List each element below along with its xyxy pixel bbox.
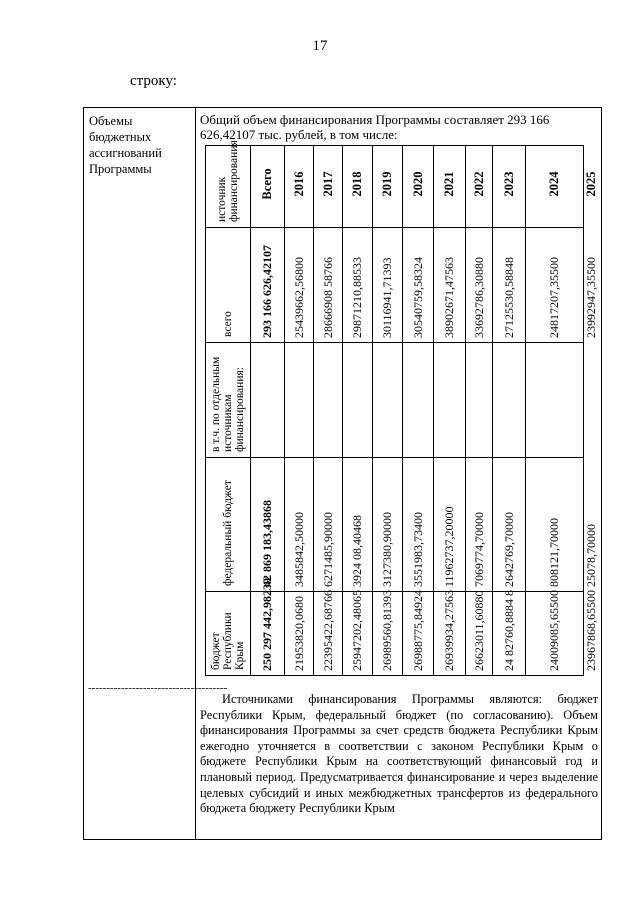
grid-vline: [284, 145, 285, 675]
grid-hline: [205, 675, 584, 676]
header-cell: бюджет Республики Крым: [210, 612, 246, 670]
value-cell: 22395422,68766: [320, 590, 335, 671]
page-number: 17: [312, 38, 328, 54]
value-cell: 3485842,50000: [291, 512, 306, 587]
value-cell: 29871210,88533: [350, 257, 364, 338]
value-cell: [494, 343, 524, 456]
year-cell: 2017: [320, 171, 335, 197]
value-cell: [374, 343, 401, 456]
intro-text: строку:: [130, 73, 177, 89]
value-cell: 6271485,90000: [320, 512, 335, 587]
grid-vline: [433, 145, 434, 675]
year-cell: Всего: [260, 168, 274, 200]
year-cell: 2020: [410, 171, 425, 197]
year-cell: 2021: [442, 171, 456, 197]
value-cell: 11962737,20000: [442, 506, 456, 587]
value-cell: 24 82760,8884 8: [501, 590, 516, 671]
year-cell: 2019: [380, 171, 394, 197]
value-cell: 293 166 626,42107: [260, 245, 274, 338]
grid-vline: [372, 145, 373, 675]
grid-vline: [525, 145, 526, 675]
header-cell: всего: [222, 311, 234, 337]
header-cell: источник финансирования: [216, 140, 240, 222]
value-cell: 2642769,70000: [501, 512, 516, 587]
year-cell: 2018: [350, 171, 364, 197]
grid-vline: [492, 145, 493, 675]
year-cell: 2023: [501, 171, 516, 197]
passport-table: [83, 107, 602, 840]
financing-heading: Общий объем финансирования Программы составляет 293 166 626,42107 тыс. рублей, в том числе:: [200, 112, 550, 142]
value-cell: [315, 343, 341, 456]
value-cell: 21953820,0680: [291, 596, 306, 671]
value-cell: [435, 343, 464, 456]
value-cell: 808121,70000: [547, 518, 561, 587]
column-divider: [195, 108, 196, 839]
value-cell: [286, 343, 312, 456]
value-cell: 25947202,48065: [350, 590, 364, 671]
grid-vline: [313, 145, 314, 675]
value-cell: 3924 08,40468: [350, 515, 364, 587]
value-cell: 24009085,65500: [547, 590, 561, 671]
grid-vline: [205, 145, 206, 675]
divider-line: --------------------------------------: [88, 682, 228, 694]
value-cell: 28666908 58766: [320, 257, 335, 338]
value-cell: [252, 343, 283, 456]
value-cell: 38902671,47563: [442, 257, 456, 338]
value-cell: 33692786,30880: [471, 257, 486, 338]
value-cell: 26623011,60880: [471, 590, 486, 671]
header-cell: в т.ч. по отдельным источникам финансирования:: [210, 356, 246, 452]
value-cell: 26989560,81393: [380, 590, 394, 671]
value-cell: 3551983,73400: [410, 512, 425, 587]
value-cell: 30116941,71393: [380, 257, 394, 338]
year-cell: 2024: [547, 171, 561, 197]
value-cell: 250 297 442,98239: [260, 578, 274, 671]
value-cell: 24817207,35500: [547, 257, 561, 338]
value-cell: 30540759,58324: [410, 257, 425, 338]
year-cell: 2016: [291, 171, 306, 197]
value-cell: 25439662,56800: [291, 257, 306, 338]
value-cell: 7069774,70000: [471, 512, 486, 587]
value-cell: 27125530,58848: [501, 257, 516, 338]
grid-vline: [402, 145, 403, 675]
value-cell: [404, 343, 432, 456]
header-cell: федеральный бюджет: [222, 480, 234, 586]
value-cell: [527, 343, 582, 456]
value-cell: 3127380,90000: [380, 512, 394, 587]
value-cell: 42 869 183,43868: [260, 500, 274, 587]
grid-vline: [465, 145, 466, 675]
grid-vline: [342, 145, 343, 675]
grid-vline: [250, 145, 251, 675]
financing-paragraph: Источниками финансирования Программы являются: бюджет Республики Крым, федеральный бюджет (по согласованию). Объем финансирования Программы за счет средств бюджета Республики Крым ежегодно уточняется в соответствии с законом Республики Крым о бюджете Республики Крым на соответствующий финансовый год и плановый период. Предусматривается финансирование и через выделение целевых субсидий и иных межбюджетных трансфертов из федерального бюджета бюджету Республики Крым: [200, 692, 598, 816]
left-cell-label: Объемы бюджетных ассигнований Программы: [89, 114, 162, 176]
value-cell: [467, 343, 491, 456]
value-cell: 26988775,84924: [410, 590, 425, 671]
financing-grid: источник финансирования всего в т.ч. по отдельным источникам финансирования: федеральный бюджет бюджет Республики Крым Всего 293 166 626,42107 42 869 183,43868 250 297 442,98239 2016 25439662,56800 3485842,50000 21953820,0680 2017 28666908 58766 6271485,90000 22395422,68766 2018 29871210,88533 3924 08,40468 25947202,48065 2019 30116941,71393 3127380,90000 26989560,81393 2020 30540759,58324 3551983,73400 26988775,84924 2021 38902671,47563 11962737,20000 26939934,27563 2022 33692786,30880 7069774,70000 26623011,60880 2023 27125530,58848 2642769,70000 24 82760,8884 8 2024 24817207,35500 808121,70000 24009085,65500 2025 23992947,35500 25078,70000 23967868,65500: [205, 145, 583, 675]
year-cell: 2022: [471, 171, 486, 197]
value-cell: 26939934,27563: [442, 590, 456, 671]
value-cell: [344, 343, 371, 456]
